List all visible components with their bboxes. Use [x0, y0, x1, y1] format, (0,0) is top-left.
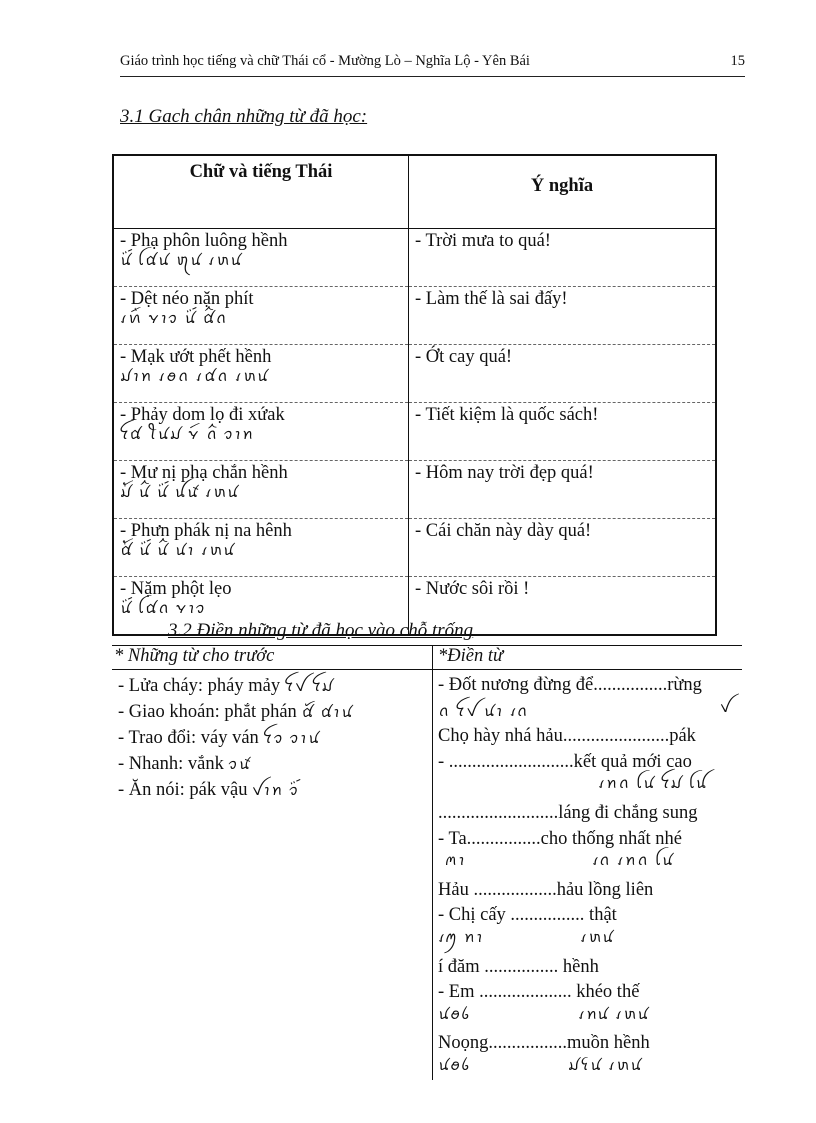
list-item: - Ăn nói: pák vậu ꪜꪱꪀ ꪫꪾ [118, 780, 300, 800]
row-meaning: - Tiết kiệm là quốc sách! [409, 403, 717, 461]
exercise-thai-line: ꪹꪑ ꪀꪱ ꪹꪬꪙ [438, 927, 615, 946]
thai-script: ꪼꪫ ꪫꪱꪙ [263, 729, 321, 747]
section2-title: 3.2 Điền những từ đã học vào chỗ trống [168, 620, 474, 641]
exercise-line: Noọng.................muồn hềnh [438, 1033, 650, 1054]
table-header-meaning: Ý nghĩa [409, 155, 717, 229]
exercise-line: - Chị cấy ................ thật [438, 905, 617, 926]
row-thai-script: ꪙꪾ ꪶꪠꪒ ꪩꪱꪫ [120, 599, 207, 617]
row-meaning: - Cái chăn này dày quá! [409, 519, 717, 577]
row-thai-script: ꪼꪠ ꪻꪙꪣ ꪩꪷ ꪒꪲ ꪫꪱꪀ [120, 425, 255, 443]
list-item: - Lửa cháy: pháy mảy ꪼꪜ ꪼꪣ [118, 676, 335, 696]
thai-script: ꪼꪜ ꪼꪣ [284, 677, 335, 695]
given-words-header: * Những từ cho trước [114, 646, 275, 666]
table-header-thai: Chữ và tiếng Thái [113, 155, 409, 229]
fill-in-table [112, 645, 752, 1085]
list-item: - Trao đổi: váy ván ꪼꪫ ꪫꪱꪙ [118, 728, 321, 748]
row-viet: - Phảy dom lọ đi xứak [120, 405, 285, 425]
row-viet: - Nặm phột lẹo [120, 579, 232, 599]
header-title: Giáo trình học tiếng và chữ Thái cổ - Mường Lò – Nghĩa Lộ - Yên Bái [120, 53, 530, 69]
row-viet: - Mư nị phạ chắn hềnh [120, 463, 288, 483]
exercise-line: í đăm ................ hềnh [438, 956, 599, 977]
row-thai-script: ꪠꪳ ꪙꪾ ꪙꪲ ꪙꪱ ꪹꪬꪙ [120, 541, 236, 559]
exercise-thai-line: ꪙꪮꪉ ꪣꪺꪙ ꪹꪬꪙ [438, 1055, 643, 1074]
row-thai-script: ꪣꪱꪀ ꪹꪮꪒ ꪹꪠꪒ ꪹꪬꪙ [120, 367, 270, 385]
exercise-line: - Em .................... khéo thế [438, 982, 640, 1003]
exercise-line: - Đốt nương đừng để................rừng [438, 675, 702, 695]
table-row [113, 287, 716, 345]
exercise-thai-line: ꪒ ꪼꪜ ꪙꪱ ꪹꪒ ꪜ [438, 697, 732, 720]
row-viet: - Phạ phôn luông hềnh [120, 231, 288, 251]
exercise-line: Chọ hày nhá hảu.......................pák [438, 726, 696, 747]
page-number: 15 [730, 53, 745, 69]
row-meaning: - Nước sôi rồi ! [409, 577, 717, 636]
exercise-line: - Ta................cho thống nhất nhé [438, 828, 682, 849]
thai-script: ꪫꪽ [228, 755, 251, 773]
row-meaning: - Làm thế là sai đấy! [409, 287, 717, 345]
vocabulary-table [112, 154, 717, 636]
table-row [113, 345, 716, 403]
row-viet: - Dệt néo nặn phít [120, 289, 254, 309]
table-row [113, 461, 716, 519]
fill-in-exercise [438, 673, 750, 1083]
exercise-thai-line: ꪹꪀꪒ ꪶꪙ ꪼꪣ ꪶꪊ [598, 774, 708, 793]
row-thai-script: ꪹꪕꪸ ꪩꪱꪫ ꪙꪾ ꪠꪲꪒ [120, 309, 228, 327]
row-meaning: - Hôm nay trời đẹp quá! [409, 461, 717, 519]
table-row [113, 229, 716, 287]
table-column-divider [432, 645, 433, 1080]
row-thai-script: ꪣꪳ ꪙꪲ ꪙꪾ ꪊꪽ ꪹꪬꪙ [120, 483, 240, 501]
row-meaning: - Trời mưa to quá! [415, 231, 551, 251]
thai-script: ꪜꪱꪀ ꪫꪾ [252, 781, 300, 799]
list-item: - Giao khoán: phắt phán ꪠꪰ ꪠꪱꪙ [118, 702, 354, 722]
thai-script: ꪠꪰ ꪠꪱꪙ [301, 703, 354, 721]
exercise-thai-line: ꪙꪮꪉ ꪹꪀꪙ ꪹꪬꪙ [438, 1004, 650, 1023]
row-viet: - Mạk ướt phết hềnh [120, 347, 272, 367]
fill-in-header: *Điền từ [438, 646, 504, 666]
exercise-line: Hảu ..................hảu lồng liên [438, 879, 654, 900]
list-item: - Nhanh: vắnk ꪫꪽ [118, 754, 251, 774]
table-row [113, 403, 716, 461]
exercise-line: ..........................láng đi chắng sung [438, 802, 698, 823]
exercise-line: - ...........................kết quả mới cao [438, 751, 692, 772]
section1-title: 3.1 Gach chân những từ đã học: [120, 106, 368, 127]
row-thai-script: ꪙꪾ ꪶꪠꪙ ꪨꪙ ꪹꪬꪙ [120, 251, 243, 269]
row-meaning: - Ớt cay quá! [409, 345, 717, 403]
table-rule-header [112, 669, 742, 670]
given-words-list [118, 673, 353, 803]
page-header [120, 50, 745, 77]
table-row [113, 519, 716, 577]
row-viet: - Phưn phák nị na hênh [120, 521, 292, 541]
exercise-thai-line: ꪔꪱ ꪹꪒ ꪹꪀꪒ ꪶꪙ [444, 851, 675, 870]
